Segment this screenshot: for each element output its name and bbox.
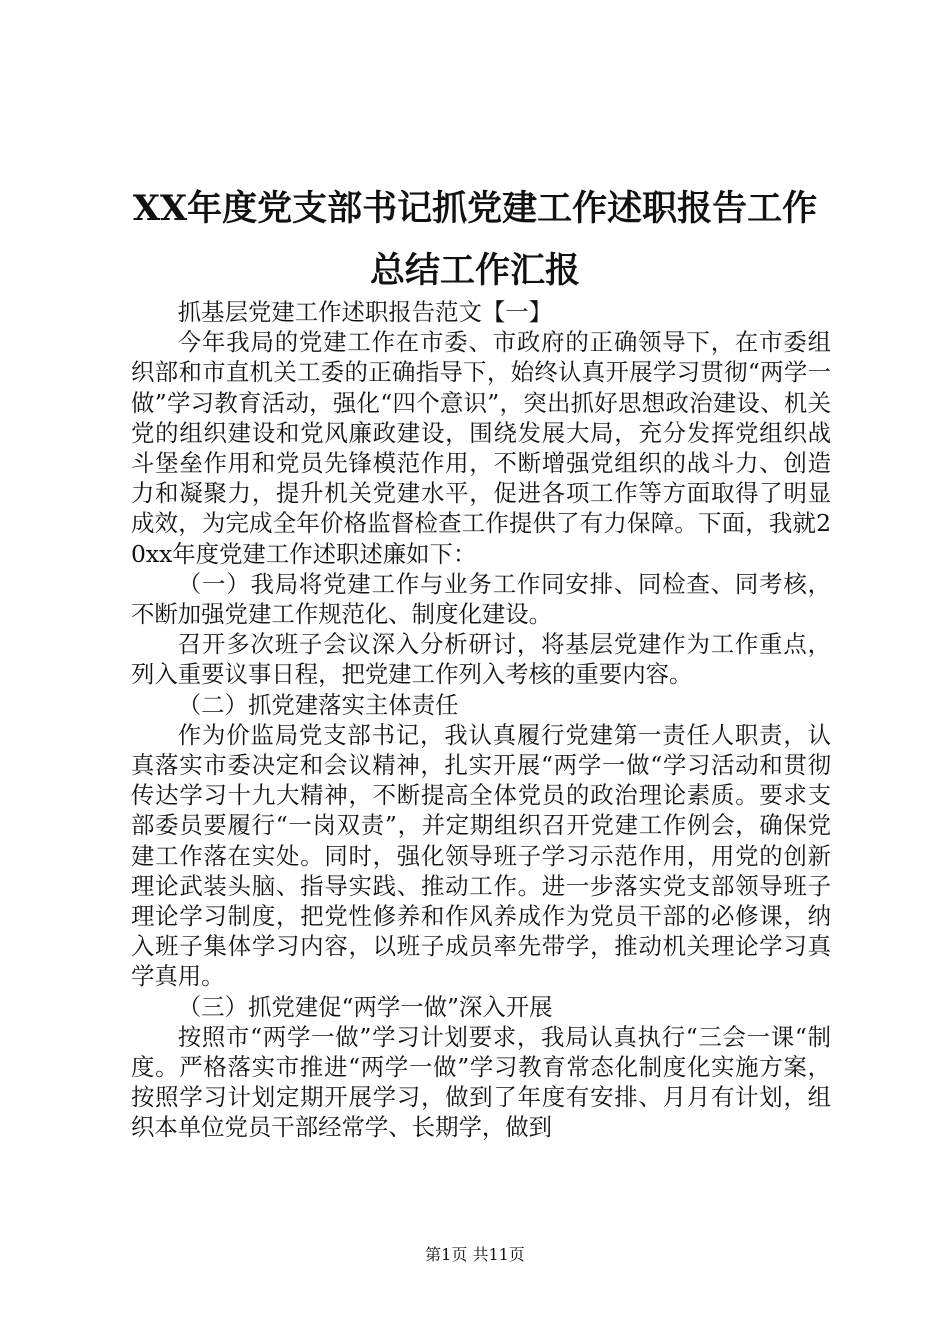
document-title-line-2: 总结工作汇报 — [369, 250, 580, 291]
page-number-footer: 第1页 共11页 — [425, 1245, 525, 1264]
body-paragraph: （三）抓党建促“两学一做”深入开展 — [177, 992, 553, 1021]
body-paragraph: （一）我局将党建工作与业务工作同安排、同检查、同考核，不断加强党建工作规范化、制度化建设。 — [131, 569, 831, 629]
document-title-line-1: XX年度党支部书记抓党建工作述职报告工作 — [132, 188, 818, 229]
body-paragraph: 今年我局的党建工作在市委、市政府的正确领导下，在市委组织部和市直机关工委的正确指导下，始终认真开展学习贯彻“两学一做”学习教育活动，强化“四个意识”，突出抓好思想政治建设、机关党的组织建设和党风廉政建设，围绕发展大局，充分发挥党组织战斗堡垒作用和党员先锋模范作用，不断增强党组织的战斗力、创造力和凝聚力，提升机关党建水平，促进各项工作等方面取得了明显成效，为完成全年价格监督检查工作提供了有力保障。下面，我就20xx年度党建工作述职述廉如下： — [131, 328, 831, 568]
body-paragraph: 按照市“两学一做”学习计划要求，我局认真执行“三会一课“制度。严格落实市推进“两学一做”学习教育常态化制度化实施方案，按照学习计划定期开展学习，做到了年度有安排、月月有计划，组织本单位党员干部经常学、长期学，做到 — [131, 1022, 831, 1142]
body-paragraph: 召开多次班子会议深入分析研讨，将基层党建作为工作重点，列入重要议事日程，把党建工作列入考核的重要内容。 — [131, 630, 831, 689]
body-paragraph: （二）抓党建落实主体责任 — [177, 690, 459, 719]
body-paragraph: 作为价监局党支部书记，我认真履行党建第一责任人职责，认真落实市委决定和会议精神，扎实开展“两学一做“学习活动和贯彻传达学习十九大精神，不断提高全体党员的政治理论素质。要求支部委员要履行“一岗双责”，并定期组织召开党建工作例会，确保党建工作落在实处。同时，强化领导班子学习示范作用，用党的创新理论武装头脑、指导实践、推动工作。进一步落实党支部领导班子理论学习制度，把党性修养和作风养成作为党员干部的必修课，纳入班子集体学习内容，以班子成员率先带学，推动机关理论学习真学真用。 — [131, 720, 831, 991]
document-body — [131, 297, 831, 1143]
body-paragraph: 抓基层党建工作述职报告范文【一】 — [177, 298, 553, 326]
